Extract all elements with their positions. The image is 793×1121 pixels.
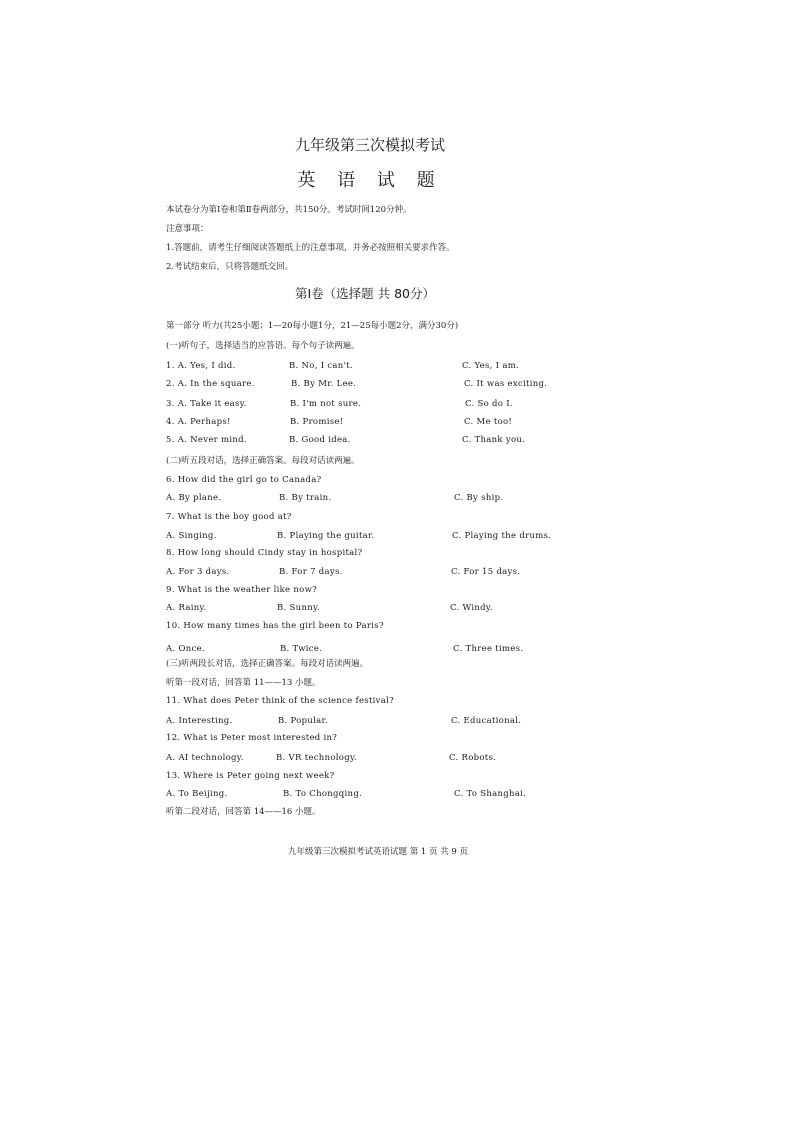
option-c: C. Three times. <box>453 644 524 654</box>
listen-instruction-2: 听第二段对话，回答第 14——16 小题。 <box>166 807 321 817</box>
option-c: C. Windy. <box>450 603 493 613</box>
section-title: 第Ⅰ卷（选择题 共 80分） <box>294 286 436 301</box>
option-b: B. VR technology. <box>276 753 357 763</box>
question-text: 6. How did the girl go to Canada? <box>166 475 322 485</box>
option-c: C. So do I. <box>465 399 513 409</box>
option-a: A. To Beijing. <box>166 789 228 799</box>
notice-item-2: 2.考试结束后，只将答题纸交回。 <box>166 262 294 272</box>
question-text: 9. What is the weather like now? <box>166 585 318 595</box>
option-b: B. Playing the guitar. <box>277 531 375 541</box>
option-c: C. It was exciting. <box>464 379 548 389</box>
question-text: 7. What is the boy good at? <box>166 512 292 522</box>
option-c: C. Yes, I am. <box>462 361 520 371</box>
question-text: 13. Where is Peter going next week? <box>166 771 335 781</box>
option-c: C. By ship. <box>454 493 504 503</box>
option-b: B. Sunny. <box>277 603 320 613</box>
option-c: C. Me too! <box>464 417 513 427</box>
notice-item-1: 1.答题前，请考生仔细阅读答题纸上的注意事项，并务必按照相关要求作答。 <box>166 243 455 253</box>
option-b: B. I'm not sure. <box>290 399 362 409</box>
sub-heading-3: (三)听两段长对话，选择正确答案。每段对话读两遍。 <box>166 659 369 669</box>
question-text: 12. What is Peter most interested in? <box>166 733 338 743</box>
option-a: A. Interesting. <box>166 716 233 726</box>
option-b: B. No, I can't. <box>289 361 353 371</box>
option-c: C. For 15 days. <box>451 567 521 577</box>
option-b: B. Good idea. <box>289 435 351 445</box>
question-text: 11. What does Peter think of the science festival? <box>166 696 395 706</box>
page-footer: 九年级第三次模拟考试英语试题 第 1 页 共 9 页 <box>287 847 469 857</box>
option-a: A. For 3 days. <box>166 567 230 577</box>
part-heading: 第一部分 听力(共25小题；1—20每小题1分，21—25每小题2分，满分30分) <box>166 321 459 331</box>
option-a: 1. A. Yes, I did. <box>166 361 236 371</box>
question-text: 10. How many times has the girl been to Paris? <box>166 621 384 631</box>
intro-line: 本试卷分为第Ⅰ卷和第Ⅱ卷两部分，共150分。考试时间120分钟。 <box>166 205 412 215</box>
option-a: A. Once. <box>166 644 205 654</box>
question-text: 8. How long should Cindy stay in hospital? <box>166 548 363 558</box>
option-b: B. Popular. <box>278 716 328 726</box>
option-a: 3. A. Take it easy. <box>166 399 247 409</box>
sub-heading-1: (一)听句子，选择适当的应答语。每个句子读两遍。 <box>166 341 360 351</box>
option-c: C. Robots. <box>449 753 497 763</box>
option-a: 4. A. Perhaps! <box>166 417 231 427</box>
option-a: A. AI technology. <box>166 753 244 763</box>
option-b: B. Twice. <box>280 644 323 654</box>
option-b: B. Promise! <box>290 417 344 427</box>
sub-heading-2: (二)听五段对话，选择正确答案。每段对话读两遍。 <box>166 456 360 466</box>
option-b: B. For 7 days. <box>279 567 343 577</box>
subject-title: 英 语 试 题 <box>297 170 443 191</box>
option-c: C. To Shanghai. <box>454 789 527 799</box>
option-c: C. Thank you. <box>462 435 526 445</box>
option-a: A. Rainy. <box>166 603 207 613</box>
option-a: 5. A. Never mind. <box>166 435 247 445</box>
option-b: B. By Mr. Lee. <box>291 379 357 389</box>
option-c: C. Playing the drums. <box>452 531 552 541</box>
option-a: A. Singing. <box>166 531 217 541</box>
option-b: B. By train. <box>279 493 332 503</box>
option-a: A. By plane. <box>166 493 222 503</box>
exam-title: 九年级第三次模拟考试 <box>294 136 445 154</box>
option-a: 2. A. In the square. <box>166 379 255 389</box>
option-c: C. Educational. <box>451 716 522 726</box>
listen-instruction-1: 听第一段对话，回答第 11——13 小题。 <box>166 678 321 688</box>
option-b: B. To Chongqing. <box>283 789 363 799</box>
notice-title: 注意事项： <box>166 224 209 234</box>
